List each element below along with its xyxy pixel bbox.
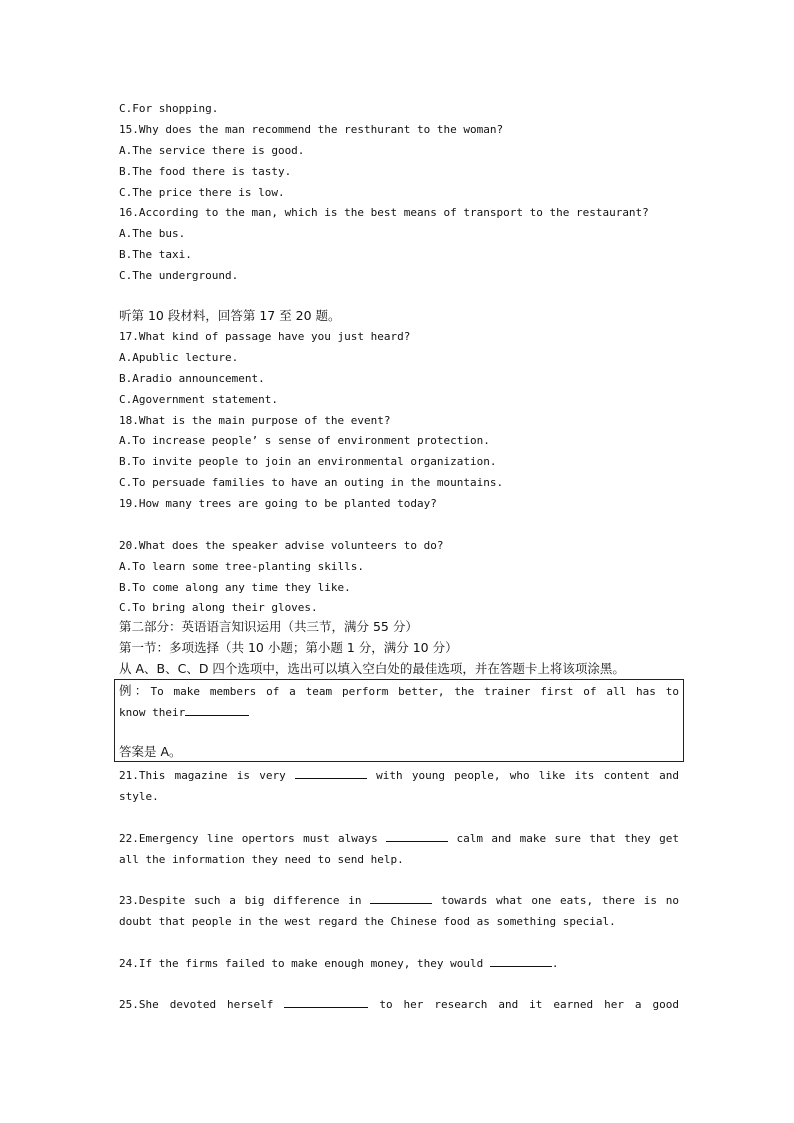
example-blank [185,703,249,716]
q21-text-after: with young people, who like its content and [376,769,679,782]
q20-question: 20.What does the speaker advise volunteers to do? [119,539,444,552]
q24-options [119,974,679,994]
q17-question: 17.What kind of passage have you just heard? [119,330,411,343]
q23-line-2: doubt that people in the west regard the Chinese food as something special. [119,915,616,928]
q17-option-b: B.Aradio announcement. [119,372,265,385]
q22-text-after: calm and make sure that they get [456,832,679,845]
q22-options [119,870,679,890]
q16-option-b: B.The taxi. [119,248,192,261]
q18-option-a: A.To increase people’ s sense of environment protection. [119,434,490,447]
example-answer: 答案是 A。 [119,744,182,759]
q18-option-c: C.To persuade families to have an outing in the mountains. [119,476,504,489]
q23-text-before: 23.Despite such a big difference in [119,894,362,907]
q20-option-a: A.To learn some tree-planting skills. [119,560,365,573]
q24-line-1 [119,954,679,974]
q17-option-c: C.Agovernment statement. [119,393,278,406]
q14-option-c: C.For shopping. [119,102,219,115]
q22-blank [386,829,448,842]
q15-option-b: B.The food there is tasty. [119,165,292,178]
q16-question: 16.According to the man, which is the best means of transport to the restaurant? [119,206,649,219]
q24-text-before: 24.If the firms failed to make enough money, they would [119,957,484,970]
example-line-2 [119,703,679,723]
q17-option-a: A.Apublic lecture. [119,351,239,364]
q21-line-1 [119,766,679,786]
example-label: 例： [119,683,151,698]
q23-text-after: towards what one eats, there is no [441,894,679,907]
q25-line-1 [119,995,679,1015]
q22-line-2: all the information they need to send help. [119,853,404,866]
part-two-title: 第二部分：英语语言知识运用（共三节，满分 55 分） [119,619,418,634]
listening-instruction: 听第 10 段材料，回答第 17 至 20 题。 [119,308,341,323]
q23-blank [370,891,432,904]
q21-line-2: style. [119,790,159,803]
q19-question: 19.How many trees are going to be planted today? [119,497,437,510]
q25-text-after: to her research and it earned her a good [379,998,679,1011]
example-sentence-end: know their [119,706,186,719]
q18-option-b: B.To invite people to join an environmental organization. [119,455,497,468]
q24-blank [490,954,552,967]
q22-text-before: 22.Emergency line opertors must always [119,832,378,845]
q20-option-c: C.To bring along their gloves. [119,601,318,614]
example-options [119,724,679,744]
q23-line-1 [119,891,679,911]
directions: 从 A、B、C、D 四个选项中，选出可以填入空白处的最佳选项，并在答题卡上将该项涂黑。 [119,661,625,676]
q20-option-b: B.To come along any time they like. [119,581,351,594]
q16-option-c: C.The underground. [119,269,239,282]
q21-blank [295,766,367,779]
q25-blank [284,995,368,1008]
q25-text-before: 25.She devoted herself [119,998,274,1011]
q15-option-c: C.The price there is low. [119,186,285,199]
q15-question: 15.Why does the man recommend the resthurant to the woman? [119,123,504,136]
section-one-title: 第一节：多项选择（共 10 小题；第小题 1 分，满分 10 分） [119,640,458,655]
q24-text-after: . [551,957,559,970]
q19-options [119,515,679,535]
example-line-1 [119,681,679,701]
q21-text-before: 21.This magazine is very [119,769,286,782]
q23-options [119,933,679,953]
q21-options [119,808,679,828]
example-sentence: To make members of a team perform better, the trainer first of all has to [150,685,679,698]
q18-question: 18.What is the main purpose of the event? [119,414,391,427]
q22-line-1 [119,829,679,849]
q15-option-a: A.The service there is good. [119,144,305,157]
q16-option-a: A.The bus. [119,227,186,240]
